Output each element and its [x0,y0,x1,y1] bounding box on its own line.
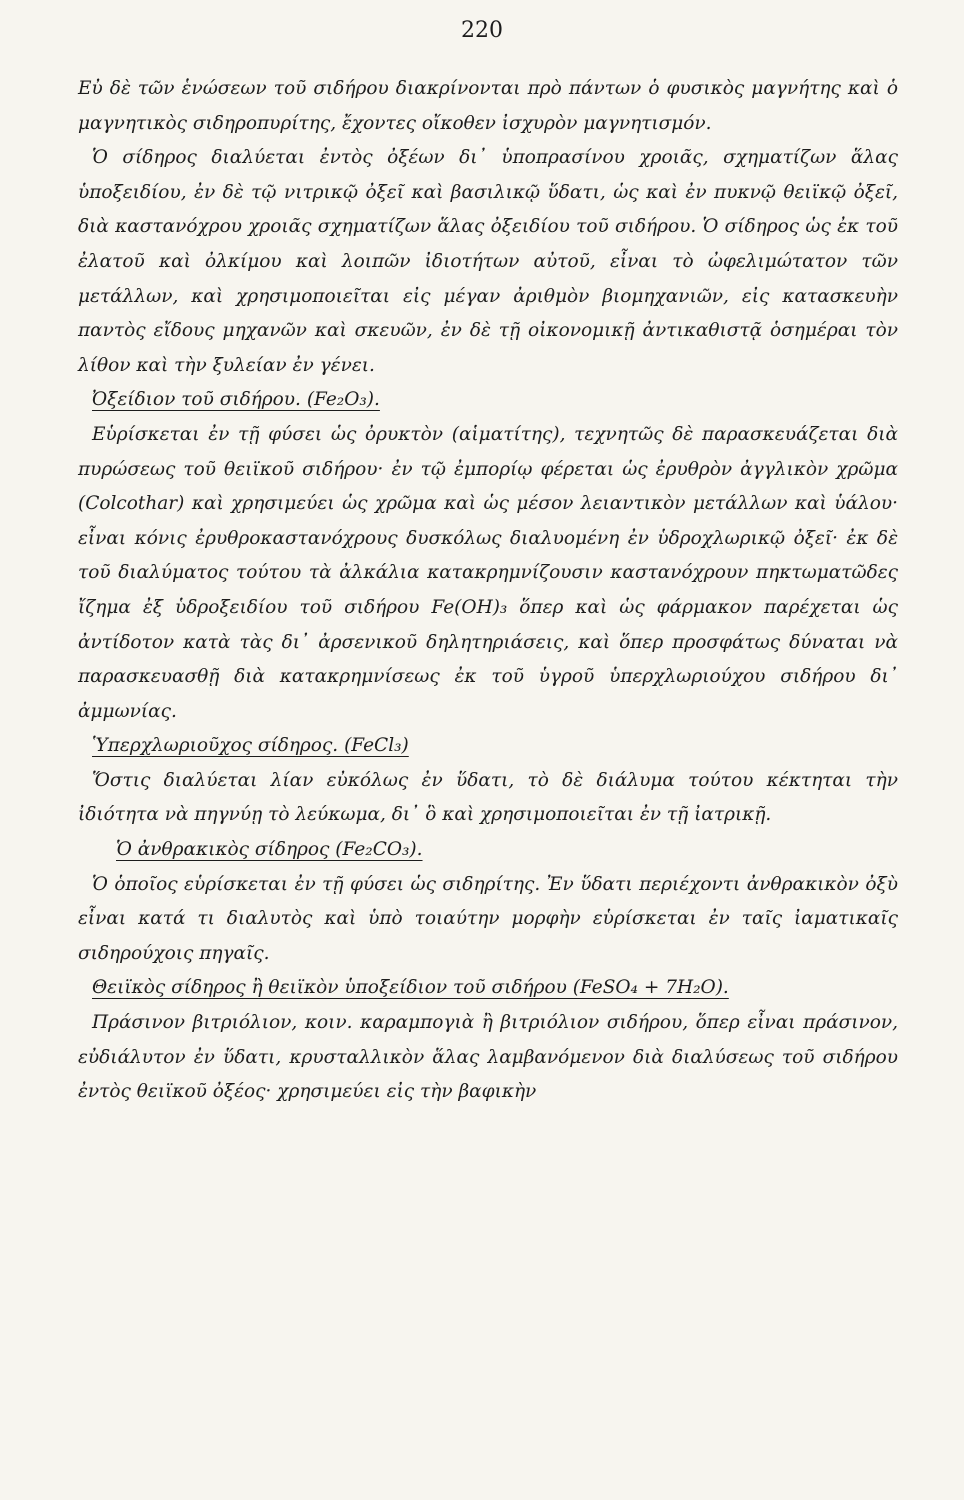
paragraph-iron-dissolution: Ὁ σίδηρος διαλύεται ἐντὸς ὀξέων δι᾽ ὑποπρασίνου χροιᾶς, σχηματίζων ἅλας ὑποξειδίου, ἐν δὲ τῷ νιτρικῷ ὀξεῖ καὶ βασιλικῷ ὕδατι, ὡς καὶ ἐν πυκνῷ θειϊκῷ ὀξεῖ, διὰ καστανόχρου χροιᾶς σχηματίζων ἅλας ὀξειδίου τοῦ σιδήρου. Ὁ σίδηρος ὡς ἐκ τοῦ ἐλατοῦ καὶ ὀλκίμου καὶ λοιπῶν ἰδιοτήτων αὐτοῦ, εἶναι τὸ ὠφελιμώτατον τῶν μετάλλων, καὶ χρησιμοποιεῖται εἰς μέγαν ἀριθμὸν βιομηχανιῶν, εἰς κατασκευὴν παντὸς εἴδους μηχανῶν καὶ σκευῶν, ἐν δὲ τῇ οἰκονομικῇ ἀντικαθιστᾷ ὁσημέραι τὸν λίθον καὶ τὴν ξυλείαν ἐν γένει. [78,147,898,376]
paragraph-iron-sulfate: Πράσινον βιτριόλιον, κοιν. καραμπογιὰ ἢ βιτριόλιον σιδήρου, ὅπερ εἶναι πράσινον, εὐδιάλυτον ἐν ὕδατι, κρυσταλλικὸν ἅλας λαμβανόμενον διὰ διαλύσεως τοῦ σιδήρου ἐντὸς θειϊκοῦ ὀξέος· χρησιμεύει εἰς τὴν βαφικὴν [78,1012,898,1103]
paragraph-iron-oxide: Εὑρίσκεται ἐν τῇ φύσει ὡς ὀρυκτὸν (αἱματίτης), τεχνητῶς δὲ παρασκευάζεται διὰ πυρώσεως τοῦ θειϊκοῦ σιδήρου· ἐν τῷ ἐμπορίῳ φέρεται ὡς ἐρυθρὸν ἀγγλικὸν χρῶμα (Colcothar) καὶ χρησιμεύει ὡς χρῶμα καὶ ὡς μέσον λειαντικὸν μετάλλων καὶ ὑάλου· εἶναι κόνις ἐρυθροκαστανόχρους δυσκόλως διαλυομένη ἐν ὑδροχλωρικῷ ὀξεῖ· ἐκ δὲ τοῦ διαλύματος τούτου τὰ ἀλκάλια κατακρημνίζουσιν καστανόχρουν πηκτωματῶδες ἴζημα ἐξ ὑδροξειδίου τοῦ σιδήρου Fe(OH)₃ ὅπερ καὶ ὡς φάρμακον παρέχεται ὡς ἀντίδοτον κατὰ τὰς δι᾽ ἀρσενικοῦ δηλητηριάσεις, καὶ ὅπερ προσφάτως δύναται νὰ παρασκευασθῇ διὰ κατακρημνίσεως ἐκ τοῦ ὑγροῦ ὑπερχλωριούχου σιδήρου δι᾽ ἀμμωνίας. [78,423,898,722]
paragraph-magnetic-compounds: Εὐ δὲ τῶν ἑνώσεων τοῦ σιδήρου διακρίνονται πρὸ πάντων ὁ φυσικὸς μαγνήτης καὶ ὁ μαγνητικὸς σιδηροπυρίτης, ἔχοντες οἴκοθεν ἰσχυρὸν μαγνητισμόν. [78,78,898,134]
heading-iron-carbonate: Ὁ ἀνθρακικὸς σίδηρος (Fe₂CO₃). [116,839,423,861]
heading-ferric-chloride: Ὑπερχλωριοῦχος σίδηρος. (FeCl₃) [92,735,409,757]
paragraph-ferric-chloride: Ὅστις διαλύεται λίαν εὐκόλως ἐν ὕδατι, τὸ δὲ διάλυμα τούτου κέκτηται τὴν ἰδιότητα νὰ πηγνύῃ τὸ λεύκωμα, δι᾽ ὃ καὶ χρησιμοποιεῖται ἐν τῇ ἰατρικῇ. [78,769,898,826]
paragraph-iron-carbonate: Ὁ ὁποῖος εὑρίσκεται ἐν τῇ φύσει ὡς σιδηρίτης. Ἐν ὕδατι περιέχοντι ἀνθρακικὸν ὀξὺ εἶναι κατά τι διαλυτὸς καὶ ὑπὸ τοιαύτην μορφὴν εὑρίσκεται ἐν ταῖς ἰαματικαῖς σιδηρούχοις πηγαῖς. [78,873,898,964]
heading-iron-sulfate: Θειϊκὸς σίδηρος ἢ θειϊκὸν ὑποξείδιον τοῦ σιδήρου (FeSO₄ + 7H₂O). [92,977,729,999]
page-body [78,72,898,1110]
heading-iron-oxide: Ὀξείδιον τοῦ σιδήρου. (Fe₂O₃). [92,389,380,411]
page-number: 220 [461,18,503,43]
